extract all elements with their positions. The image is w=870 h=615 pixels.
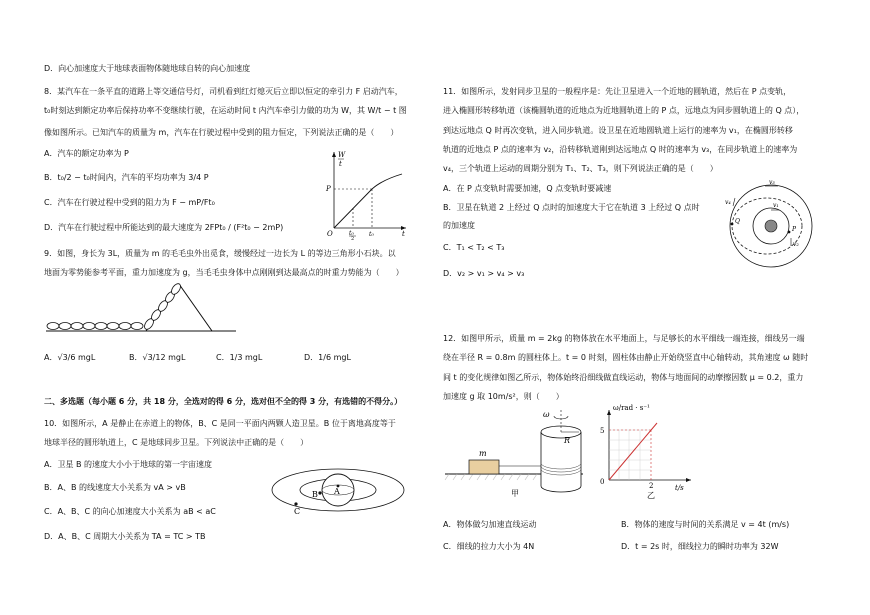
y-label-bottom: t bbox=[339, 160, 342, 168]
q10-option-a: A．卫星 B 的速度大小小于地球的第一宇宙速度 bbox=[44, 460, 213, 469]
label-b: B bbox=[312, 490, 318, 499]
earth bbox=[765, 220, 777, 232]
q8-power-time-graph bbox=[322, 148, 410, 240]
label-a: A bbox=[334, 487, 340, 496]
q11-stem-line-4: 轨道的近地点 P 点的速率为 v₂，沿转移轨道刚到达远地点 Q 时的速率为 v₃，在同步轨道上的速率为 bbox=[443, 145, 798, 154]
v4-arrow bbox=[733, 198, 735, 206]
q12-stem-line-1: 12．如图甲所示，质量 m = 2kg 的物体放在水平地面上，与足够长的水平细线一端连接，细线另一端 bbox=[443, 334, 805, 343]
y-tick-5: 5 bbox=[600, 427, 605, 435]
q11-option-b-cont: 的加速度 bbox=[443, 221, 475, 230]
ground-hatching bbox=[445, 474, 537, 480]
label-v2: v₂ bbox=[793, 241, 799, 248]
y-axis-arrow-icon bbox=[332, 152, 336, 157]
q11-option-b: B．卫星在轨道 2 上经过 Q 点时的加速度大于它在轨道 3 上经过 Q 点时 bbox=[443, 203, 700, 212]
q8-stem-line-3: 像如图所示。已知汽车的质量为 m，汽车在行驶过程中受到的阻力恒定，下列说法正确的是（ ） bbox=[44, 128, 399, 137]
q9-option-b: B．√3/12 mgL bbox=[129, 353, 186, 362]
left-column bbox=[44, 0, 444, 615]
y-axis-label: ω/rad · s⁻¹ bbox=[613, 404, 650, 412]
origin-label: 0 bbox=[600, 478, 605, 486]
q10-orbit-figure bbox=[270, 460, 410, 520]
label-m: m bbox=[479, 449, 487, 458]
label-r: R bbox=[564, 436, 571, 445]
q12-option-d: D．t = 2s 时，细线拉力的瞬时功率为 32W bbox=[621, 542, 779, 551]
label-p: P bbox=[792, 226, 797, 233]
caption-jia: 甲 bbox=[511, 489, 519, 498]
q10-stem-line-1: 10．如图所示，A 是静止在赤道上的物体，B、C 是同一平面内两颗人造卫星。B 位于离地高度等于 bbox=[44, 419, 396, 428]
omega-line bbox=[609, 423, 657, 480]
x-axis-arrow-icon bbox=[686, 478, 691, 482]
q12-stem-line-2: 绕在半径 R = 0.8m 的圆柱体上。t = 0 时刻，圆柱体由静止开始绕竖直中心轴转动，其角速度 ω 随时 bbox=[443, 353, 809, 362]
y-axis-arrow-icon bbox=[607, 410, 611, 415]
q9-option-d: D．1/6 mgL bbox=[304, 353, 351, 362]
q11-stem-line-2: 进入椭圆形转移轨道（该椭圆轨道的近地点为近地圆轨道上的 P 点，远地点为同步圆轨道上的 Q 点）， bbox=[443, 106, 805, 115]
q8-stem-line-2: t₀时刻达到额定功率后保持功率不变继续行驶，在运动时间 t 内汽车牵引力做的功为 W，其 W/t − t 图 bbox=[44, 106, 407, 115]
q8-option-a: A．汽车的额定功率为 P bbox=[44, 149, 129, 158]
label-v3: v₃ bbox=[769, 179, 775, 186]
q12-option-b: B．物体的速度与时间的关系满足 v = 4t (m/s) bbox=[621, 520, 790, 529]
satellite-c-dot bbox=[294, 502, 297, 505]
section-2-heading: 二、多选题（每小题 6 分，共 18 分，全选对的得 6 分，选对但不全的得 3 分，有选错的不得分。） bbox=[44, 397, 403, 406]
q9-option-a: A．√3/6 mgL bbox=[44, 353, 96, 362]
q12-figure-yi bbox=[595, 404, 695, 500]
q7-option-d: D．向心加速度大于地球表面物体随地球自转的向心加速度 bbox=[44, 64, 251, 73]
label-q: Q bbox=[735, 218, 740, 225]
q12-option-a: A．物体做匀加速直线运动 bbox=[443, 520, 537, 529]
label-c: C bbox=[294, 507, 301, 516]
q9-stem-line-2: 地面为零势能参考平面，重力加速度为 g，当毛毛虫身体中点刚刚到达最高点的时重力势能为（ ） bbox=[44, 268, 404, 277]
q11-orbit-figure bbox=[723, 176, 823, 270]
q12-figure-jia bbox=[443, 408, 593, 500]
x-tick-half-t0-bottom: 2 bbox=[351, 236, 355, 240]
x-tick-half-t0-top: t₀ bbox=[349, 230, 354, 237]
x-tick-2: 2 bbox=[649, 482, 654, 490]
label-omega: ω bbox=[543, 410, 550, 419]
q12-stem-line-3: 间 t 的变化规律如图乙所示，物体始终沿细线做直线运动，物体与地面间的动摩擦因数 μ = 0.2，重力 bbox=[443, 373, 804, 382]
right-column bbox=[443, 0, 843, 615]
q9-option-c: C．1/3 mgL bbox=[216, 353, 263, 362]
q10-option-d: D．A、B、C 周期大小关系为 TA = TC > TB bbox=[44, 532, 206, 541]
x-axis-label: t bbox=[402, 230, 405, 238]
q9-caterpillar-figure bbox=[46, 278, 246, 336]
point-q-dot bbox=[731, 223, 734, 226]
q11-stem-line-1: 11．如图所示，发射同步卫星的一般程序是：先让卫星进入一个近地的圆轨道，然后在 P 点变轨， bbox=[443, 87, 792, 96]
q8-option-b: B．t₀/2 − t₀时间内，汽车的平均功率为 3/4 P bbox=[44, 173, 209, 182]
y-label-top: W bbox=[338, 151, 346, 159]
origin-label: O bbox=[327, 230, 333, 238]
q12-option-c: C．细线的拉力大小为 4N bbox=[443, 542, 535, 551]
q10-stem-line-2: 地球半径的圆形轨道上，C 是地球同步卫星。下列说法中正确的是（ ） bbox=[44, 438, 309, 447]
y-tick-p: P bbox=[326, 185, 331, 193]
q8-option-d: D．汽车在行驶过程中所能达到的最大速度为 2FPt₀ / (F²t₀ − 2mP) bbox=[44, 223, 284, 232]
q11-stem-line-3: 到达远地点 Q 时再次变轨，进入同步轨道。设卫星在近地圆轨道上运行的速率为 v₁，在椭圆形转移 bbox=[443, 126, 793, 135]
q8-stem-line-1: 8．某汽车在一条平直的道路上等交通信号灯，司机看到红灯熄灭后立即以恒定的牵引力 F 启动汽车， bbox=[44, 87, 403, 96]
q11-stem-line-5: v₄，三个轨道上运动的周期分别为 T₁、T₂、T₃，则下列说法正确的是（ ） bbox=[443, 164, 718, 173]
caterpillar-body bbox=[47, 282, 182, 331]
q9-stem-line-1: 9．如图，身长为 3L，质量为 m 的毛毛虫外出觅食，缓慢经过一边长为 L 的等边三角形小石块。以 bbox=[44, 249, 396, 258]
x-tick-t0: t₀ bbox=[369, 231, 374, 238]
curve-segment bbox=[372, 174, 402, 189]
label-v4: v₄ bbox=[725, 199, 731, 206]
label-v1: v₁ bbox=[773, 202, 779, 209]
point-p-dot bbox=[788, 231, 791, 234]
block-m bbox=[469, 460, 499, 474]
q10-option-c: C．A、B、C 的向心加速度大小关系为 aB < aC bbox=[44, 507, 216, 516]
q10-option-b: B．A、B 的线速度大小关系为 vA > vB bbox=[44, 483, 186, 492]
q8-option-c: C．汽车在行驶过程中受到的阻力为 F − mP/Ft₀ bbox=[44, 198, 215, 207]
q11-option-d: D．v₂ > v₁ > v₄ > v₃ bbox=[443, 269, 525, 278]
q12-stem-line-4: 加速度 g 取 10m/s²，则（ ） bbox=[443, 392, 564, 401]
q11-option-a: A．在 P 点变轨时需要加速，Q 点变轨时要减速 bbox=[443, 184, 612, 193]
x-axis-label: t/s bbox=[675, 484, 684, 492]
q11-option-c: C．T₁ < T₂ < T₃ bbox=[443, 243, 505, 252]
caption-yi: 乙 bbox=[647, 491, 655, 500]
satellite-b-dot bbox=[318, 491, 321, 494]
cylinder-body bbox=[541, 432, 581, 492]
